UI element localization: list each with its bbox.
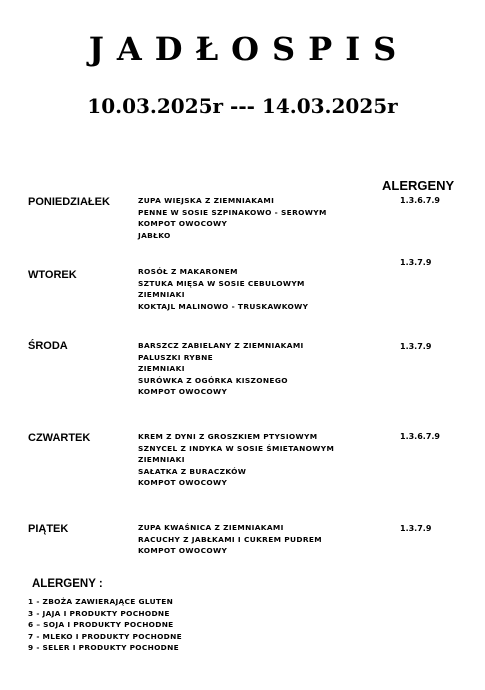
page-title: JADŁOSPIS <box>88 30 410 68</box>
dish-item: KOMPOT OWOCOWY <box>138 546 228 555</box>
dish-item: KREM Z DYNI Z GROSZKIEM PTYSIOWYM <box>138 432 318 441</box>
dish-item: KOMPOT OWOCOWY <box>138 478 228 487</box>
dish-list-friday <box>138 522 322 557</box>
dish-item: KOKTAJL MALINOWO - TRUSKAWKOWY <box>138 301 309 311</box>
dish-item: KOMPOT OWOCOWY <box>138 387 228 396</box>
dish-list-tuesday <box>138 266 308 312</box>
day-name-tuesday: WTOREK <box>28 269 77 281</box>
allergen-codes-thursday: 1.3.6.7.9 <box>400 432 440 441</box>
allergen-codes-wednesday: 1.3.7.9 <box>400 342 432 351</box>
day-name-thursday: CZWARTEK <box>28 432 91 444</box>
allergen-codes-friday: 1.3.7.9 <box>400 524 432 533</box>
legend-item: 6 – SOJA I PRODUKTY POCHODNE <box>28 620 174 630</box>
dish-item: SAŁATKA Z BURACZKÓW <box>138 466 247 476</box>
dish-item: JABŁKO <box>138 230 171 240</box>
dish-item: SZTUKA MIĘSA W SOSIE CEBULOWYM <box>138 278 305 288</box>
day-name-friday: PIĄTEK <box>28 523 69 535</box>
legend-item: 9 - SELER I PRODUKTY POCHODNE <box>28 643 179 653</box>
dish-item: KOMPOT OWOCOWY <box>138 219 228 228</box>
dish-item: SZNYCEL Z INDYKA W SOSIE ŚMIETANOWYM <box>138 443 335 453</box>
dish-item: ZIEMNIAKI <box>138 455 185 464</box>
date-range: 10.03.2025r --- 14.03.2025r <box>87 94 398 118</box>
allergens-column-header: ALERGENY <box>382 178 455 193</box>
allergen-legend-title: ALERGENY : <box>32 578 103 590</box>
dish-item: ZIEMNIAKI <box>138 364 185 373</box>
dish-item: SURÓWKA Z OGÓRKA KISZONEGO <box>138 375 288 385</box>
dish-list-thursday <box>138 431 334 489</box>
allergen-codes-tuesday: 1.3.7.9 <box>400 258 432 267</box>
allergen-codes-monday: 1.3.6.7.9 <box>400 196 440 205</box>
dish-item: PENNE W SOSIE SZPINAKOWO - SEROWYM <box>138 207 327 217</box>
legend-item: 3 - JAJA I PRODUKTY POCHODNE <box>28 608 170 618</box>
legend-item: 7 - MLEKO I PRODUKTY POCHODNE <box>28 631 182 641</box>
allergen-legend <box>28 596 182 654</box>
dish-item: PALUSZKI RYBNE <box>138 352 214 362</box>
dish-item: ROSÓŁ Z MAKARONEM <box>138 267 238 276</box>
dish-item: RACUCHY Z JABŁKAMI I CUKREM PUDREM <box>138 534 322 544</box>
day-name-monday: PONIEDZIAŁEK <box>28 196 110 208</box>
dish-list-monday <box>138 195 327 241</box>
dish-item: ZUPA KWAŚNICA Z ZIEMNIAKAMI <box>138 523 284 532</box>
dish-list-wednesday <box>138 340 304 398</box>
day-name-wednesday: ŚRODA <box>28 340 68 352</box>
dish-item: BARSZCZ ZABIELANY Z ZIEMNIAKAMI <box>138 341 304 350</box>
legend-item: 1 - ZBOŻA ZAWIERAJĄCE GLUTEN <box>28 597 174 606</box>
dish-item: ZUPA WIEJSKA Z ZIEMNIAKAMI <box>138 196 275 205</box>
dish-item: ZIEMNIAKI <box>138 290 185 299</box>
